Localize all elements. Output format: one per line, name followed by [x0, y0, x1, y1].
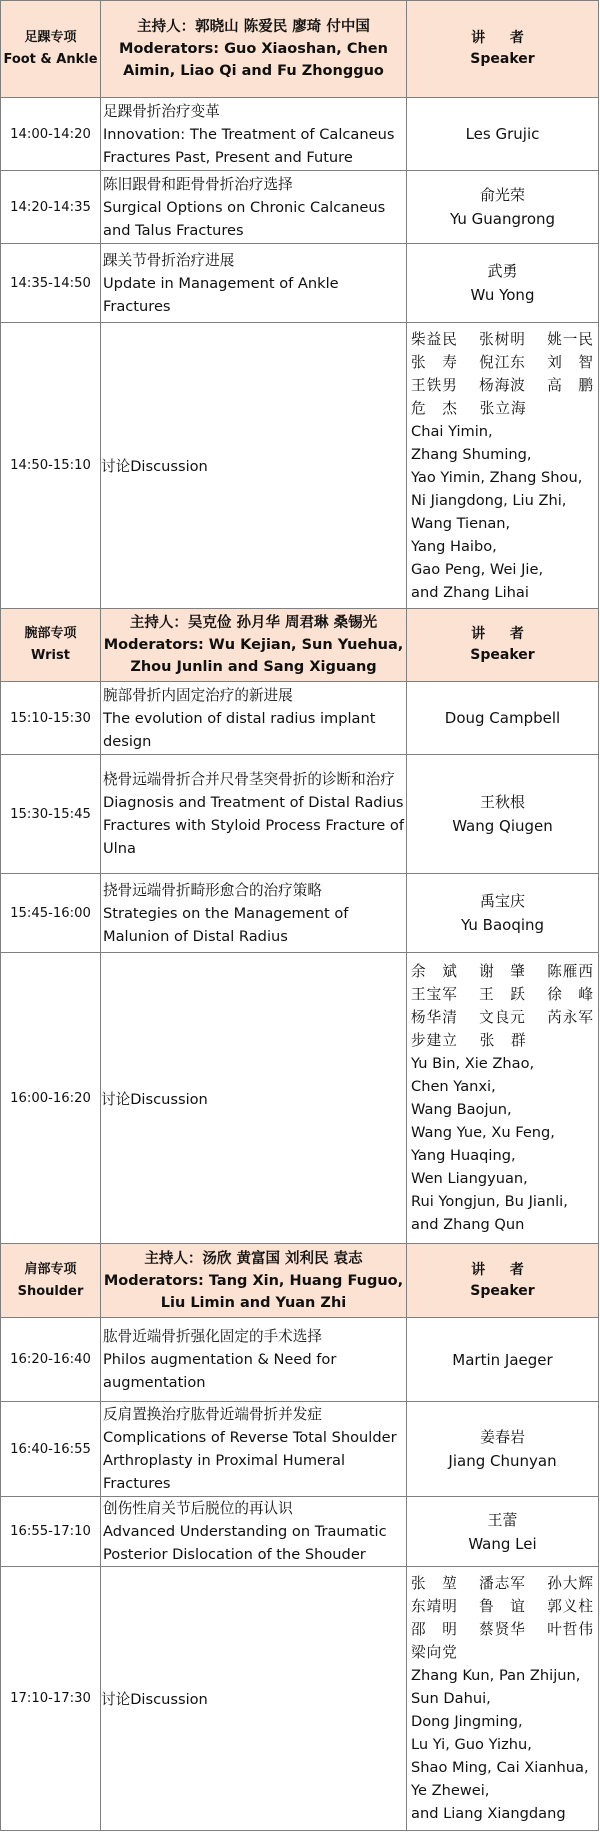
panel-zh-row	[411, 1595, 594, 1618]
panelist-name-zh: 张 寿	[411, 353, 458, 371]
discussion-time: 17:10-17:30	[1, 1567, 101, 1831]
talk-speaker	[407, 1497, 599, 1567]
speaker-column-header	[407, 609, 599, 682]
panelist-line-en: Yang Haibo,	[411, 537, 497, 555]
panelist-name-zh: 东靖明	[411, 1598, 458, 1615]
panel-zh-row	[411, 1029, 594, 1052]
talk-time: 15:45-16:00	[1, 874, 101, 953]
talk-title-zh: 踝关节骨折治疗进展	[103, 251, 235, 269]
panelist-line-en: Ye Zhewei,	[411, 1782, 490, 1799]
panelist-line-en: Chen Yanxi,	[411, 1078, 496, 1095]
panelist-name-zh: 潘志军	[479, 1575, 526, 1592]
moderators	[101, 1, 407, 98]
section-name-en: Wrist	[31, 648, 70, 663]
panelist-line-en: Wang Yue, Xu Feng,	[411, 1124, 555, 1141]
panelist-line-en: Yang Huaqing,	[411, 1147, 516, 1164]
discussion-panel	[407, 323, 599, 609]
talk-title-en: Surgical Options on Chronic Calcaneus and Talus Fractures	[103, 198, 386, 239]
talk-row	[1, 171, 599, 244]
panel-zh-row	[411, 1641, 594, 1664]
talk-title-en: Philos augmentation & Need for augmentation	[103, 1351, 337, 1391]
talk-row	[1, 874, 599, 953]
section-header-row	[1, 1, 599, 98]
moderators	[101, 609, 407, 682]
talk-time: 14:35-14:50	[1, 244, 101, 323]
talk-title-en: Innovation: The Treatment of Calcaneus Fractures Past, Present and Future	[103, 125, 395, 166]
section-header-row	[1, 1244, 599, 1318]
talk-time: 16:55-17:10	[1, 1497, 101, 1567]
panel-zh-row	[411, 351, 594, 374]
discussion-label: 讨论Discussion	[101, 323, 407, 609]
speaker-header-en: Speaker	[470, 647, 535, 663]
panelist-line-en: Yu Bin, Xie Zhao,	[411, 1055, 535, 1072]
discussion-panel	[407, 1567, 599, 1831]
talk-title-zh: 反肩置换治疗肱骨近端骨折并发症	[103, 1406, 322, 1423]
section-name-zh: 足踝专项	[24, 30, 77, 45]
talk-row	[1, 98, 599, 171]
panel-zh-row	[411, 374, 594, 397]
panelist-line-en: Chai Yimin,	[411, 422, 493, 440]
panelist-name-zh: 张 群	[479, 1032, 527, 1049]
panelist-name-zh: 谢 肇	[479, 963, 526, 980]
talk-title	[101, 682, 407, 755]
speaker-name-en: Les Grujic	[465, 125, 540, 143]
speaker-header-zh: 讲 者	[471, 626, 534, 642]
panelist-name-zh: 文良元	[479, 1009, 526, 1026]
panelist-name-zh: 梁向党	[411, 1644, 458, 1661]
talk-title	[101, 171, 407, 244]
discussion-label: 讨论Discussion	[101, 1567, 407, 1831]
moderators-en: Moderators: Wu Kejian, Sun Yuehua, Zhou Junlin and Sang Xiguang	[103, 637, 404, 675]
panelist-line-en: Zhang Kun, Pan Zhijun,	[411, 1667, 581, 1684]
panel-zh-row	[411, 397, 594, 420]
speaker-column-header	[407, 1244, 599, 1318]
speaker-header-zh: 讲 者	[471, 1261, 534, 1278]
talk-title-zh: 挠骨远端骨折畸形愈合的治疗策略	[103, 881, 322, 899]
talk-speaker	[407, 1318, 599, 1402]
moderators-en: Moderators: Guo Xiaoshan, Chen Aimin, Liao Qi and Fu Zhongguo	[119, 41, 388, 79]
speaker-name-en: Wang Qiugen	[452, 817, 553, 835]
section-name	[1, 609, 101, 682]
discussion-label: 讨论Discussion	[101, 953, 407, 1244]
panelist-line-en: Yao Yimin, Zhang Shou,	[411, 468, 583, 486]
speaker-name-en: Wu Yong	[470, 286, 535, 304]
discussion-time: 14:50-15:10	[1, 323, 101, 609]
panelist-name-zh: 张树明	[479, 330, 526, 348]
section-name-zh: 腕部专项	[24, 626, 77, 641]
moderators-en: Moderators: Tang Xin, Huang Fuguo, Liu Limin and Yuan Zhi	[103, 1272, 404, 1311]
panelist-line-en: Gao Peng, Wei Jie,	[411, 560, 544, 578]
talk-time: 15:10-15:30	[1, 682, 101, 755]
talk-title-zh: 足踝骨折治疗变革	[103, 102, 220, 120]
talk-time: 14:20-14:35	[1, 171, 101, 244]
talk-row	[1, 1402, 599, 1497]
panelist-line-en: Rui Yongjun, Bu Jianli,	[411, 1193, 568, 1210]
section-name-en: Foot & Ankle	[3, 52, 98, 67]
speaker-name-en: Yu Baoqing	[460, 916, 545, 934]
talk-time: 16:40-16:55	[1, 1402, 101, 1497]
talk-speaker	[407, 682, 599, 755]
panelist-name-zh: 徐 峰	[547, 986, 594, 1003]
talk-row	[1, 755, 599, 874]
talk-speaker	[407, 171, 599, 244]
section-name-zh: 肩部专项	[24, 1261, 77, 1277]
talk-title-zh: 腕部骨折内固定治疗的新进展	[103, 686, 293, 704]
talk-title	[101, 98, 407, 171]
moderators-zh: 主持人：吴克俭 孙月华 周君琳 桑锡光	[129, 615, 378, 631]
talk-speaker	[407, 755, 599, 874]
speaker-column-header	[407, 1, 599, 98]
panelist-name-zh: 郭义柱	[547, 1598, 594, 1615]
speaker-header-zh: 讲 者	[471, 30, 534, 46]
speaker-name-zh: 姜春岩	[479, 1428, 525, 1446]
panelist-name-zh: 王 跃	[479, 986, 526, 1003]
talk-title	[101, 244, 407, 323]
talk-title	[101, 1497, 407, 1567]
panelist-name-zh: 鲁 谊	[479, 1598, 526, 1615]
speaker-name-zh: 王蕾	[487, 1510, 518, 1529]
speaker-name-en: Jiang Chunyan	[448, 1452, 557, 1470]
panel-zh-row	[411, 960, 594, 983]
panelist-line-en: Zhang Shuming,	[411, 445, 532, 463]
moderators	[101, 1244, 407, 1318]
panelist-name-zh: 张 堃	[411, 1575, 458, 1592]
speaker-name-en: Martin Jaeger	[452, 1350, 553, 1369]
discussion-row	[1, 1567, 599, 1831]
speaker-header-en: Speaker	[470, 51, 535, 67]
section-name	[1, 1244, 101, 1318]
talk-row	[1, 682, 599, 755]
speaker-name-zh: 禹宝庆	[479, 892, 525, 910]
section-name-en: Shoulder	[17, 1283, 84, 1299]
panelist-name-zh: 余 斌	[411, 963, 458, 980]
talk-title-en: Advanced Understanding on Traumatic Posterior Dislocation of the Shouder	[103, 1523, 387, 1563]
talk-title	[101, 755, 407, 874]
talk-speaker	[407, 1402, 599, 1497]
panelist-name-zh: 危 杰	[411, 399, 458, 417]
talk-title-en: Diagnosis and Treatment of Distal Radius Fractures with Styloid Process Fracture of Ulna	[103, 794, 404, 857]
discussion-row	[1, 323, 599, 609]
section-header-row	[1, 609, 599, 682]
moderators-zh: 主持人：汤欣 黄富国 刘利民 袁志	[144, 1250, 363, 1267]
panelist-line-en: Sun Dahui,	[411, 1690, 491, 1707]
panelist-line-en: and Zhang Qun	[411, 1216, 525, 1233]
talk-time: 16:20-16:40	[1, 1318, 101, 1402]
moderators-zh: 主持人：郭晓山 陈爱民 廖琦 付中国	[137, 19, 370, 35]
panelist-line-en: Shao Ming, Cai Xianhua,	[411, 1759, 589, 1776]
speaker-name-zh: 武勇	[487, 262, 518, 280]
panelist-line-en: Wang Tienan,	[411, 514, 511, 532]
panel-zh-row	[411, 983, 594, 1006]
talk-title-zh: 创伤性肩关节后脱位的再认识	[103, 1500, 293, 1517]
talk-time: 14:00-14:20	[1, 98, 101, 171]
panelist-name-zh: 芮永军	[547, 1009, 594, 1026]
panelist-line-en: and Zhang Lihai	[411, 583, 529, 601]
discussion-time: 16:00-16:20	[1, 953, 101, 1244]
speaker-name-zh: 俞光荣	[479, 186, 525, 204]
speaker-name-en: Yu Guangrong	[449, 210, 556, 228]
talk-row	[1, 244, 599, 323]
panel-zh-row	[411, 1618, 594, 1641]
panelist-name-zh: 刘 智	[547, 353, 594, 371]
speaker-header-en: Speaker	[470, 1282, 535, 1299]
panelist-name-zh: 邵 明	[411, 1621, 458, 1638]
panelist-name-zh: 柴益民	[411, 330, 458, 348]
speaker-name-en: Wang Lei	[468, 1534, 537, 1553]
talk-title-en: Update in Management of Ankle Fractures	[103, 274, 339, 315]
panelist-name-zh: 王宝军	[411, 986, 458, 1003]
panelist-name-zh: 蔡贤华	[479, 1621, 526, 1638]
panelist-name-zh: 孙大辉	[547, 1575, 594, 1592]
talk-row	[1, 1318, 599, 1402]
talk-speaker	[407, 98, 599, 171]
panelist-name-zh: 杨华清	[411, 1009, 458, 1026]
talk-title	[101, 1402, 407, 1497]
panelist-name-zh: 张立海	[479, 399, 527, 417]
talk-row	[1, 1497, 599, 1567]
talk-title-en: Complications of Reverse Total Shoulder Arthroplasty in Proximal Humeral Fractures	[103, 1429, 397, 1492]
panelist-name-zh: 高 鹏	[547, 376, 594, 394]
panelist-name-zh: 倪江东	[479, 353, 526, 371]
panelist-name-zh: 叶哲伟	[547, 1621, 594, 1638]
panelist-line-en: Lu Yi, Guo Yizhu,	[411, 1736, 532, 1753]
panelist-name-zh: 步建立	[411, 1032, 458, 1049]
talk-speaker	[407, 874, 599, 953]
panelist-line-en: Wen Liangyuan,	[411, 1170, 528, 1187]
panelist-name-zh: 王铁男	[411, 376, 458, 394]
speaker-name-zh: 王秋根	[479, 793, 525, 811]
speaker-name-en: Doug Campbell	[444, 709, 561, 727]
panelist-name-zh: 杨海波	[479, 376, 526, 394]
talk-title	[101, 1318, 407, 1402]
talk-title-zh: 陈旧跟骨和距骨骨折治疗选择	[103, 175, 293, 193]
panelist-name-zh: 姚一民	[547, 330, 594, 348]
talk-time: 15:30-15:45	[1, 755, 101, 874]
discussion-panel	[407, 953, 599, 1244]
talk-speaker	[407, 244, 599, 323]
talk-title	[101, 874, 407, 953]
discussion-row	[1, 953, 599, 1244]
talk-title-zh: 肱骨近端骨折强化固定的手术选择	[103, 1328, 322, 1345]
panelist-name-zh: 陈雁西	[547, 963, 594, 980]
panel-zh-row	[411, 1006, 594, 1029]
panelist-line-en: Dong Jingming,	[411, 1713, 523, 1730]
panelist-line-en: Wang Baojun,	[411, 1101, 512, 1118]
panelist-line-en: Ni Jiangdong, Liu Zhi,	[411, 491, 567, 509]
talk-title-zh: 桡骨远端骨折合并尺骨茎突骨折的诊断和治疗	[103, 771, 395, 788]
panelist-line-en: and Liang Xiangdang	[411, 1805, 566, 1822]
panel-zh-row	[411, 1572, 594, 1595]
talk-title-en: The evolution of distal radius implant design	[103, 709, 376, 750]
panel-zh-row	[411, 328, 594, 351]
talk-title-en: Strategies on the Management of Malunion of Distal Radius	[103, 904, 349, 945]
section-name	[1, 1, 101, 98]
